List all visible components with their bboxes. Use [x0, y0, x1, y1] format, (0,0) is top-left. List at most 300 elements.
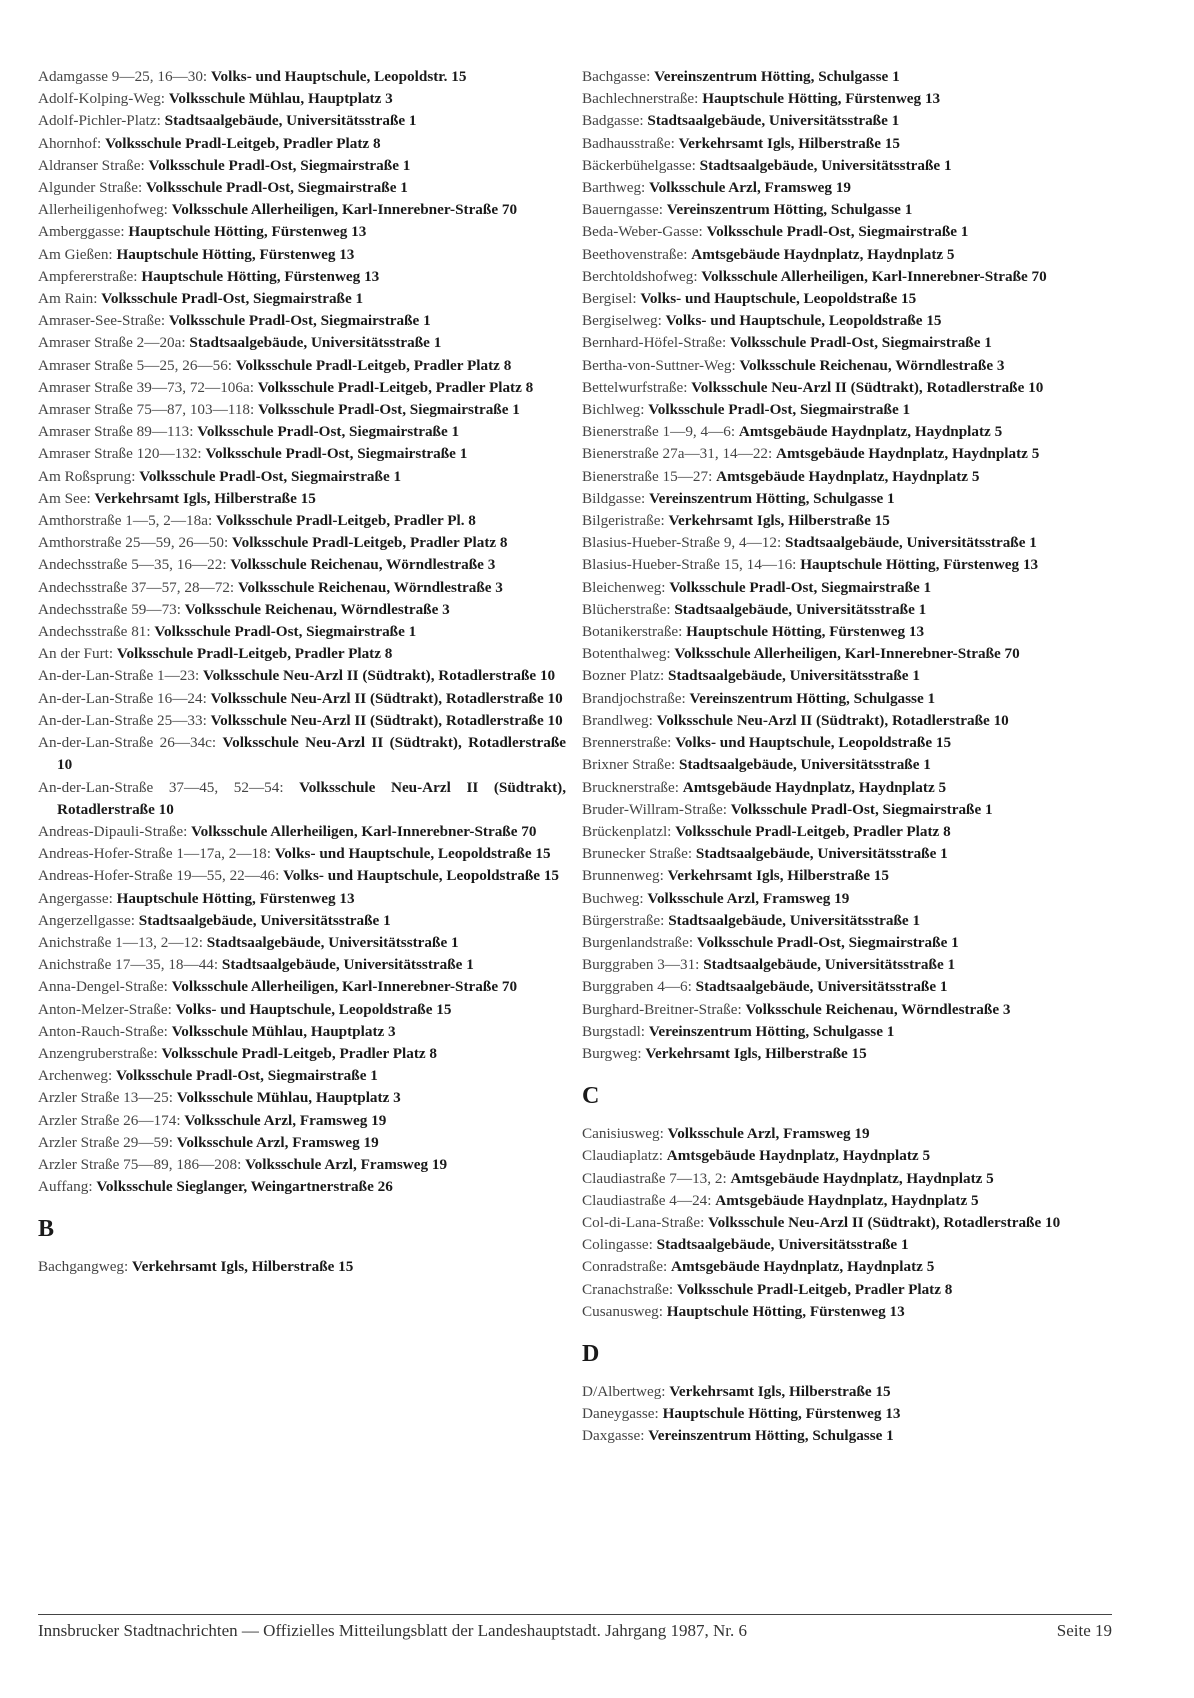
polling-place: Verkehrsamt Igls, Hilberstraße 15	[678, 134, 900, 152]
polling-place: Volksschule Pradl-Ost, Siegmairstraße 1	[258, 401, 520, 419]
street-entry	[582, 932, 1110, 954]
street-name: Brunecker Straße:	[582, 845, 693, 863]
street-entry	[38, 599, 566, 621]
polling-place: Volksschule Reichenau, Wörndlestraße 3	[230, 556, 496, 574]
street-name: Badhausstraße:	[582, 134, 675, 152]
street-entry	[38, 488, 566, 510]
street-entry	[582, 1212, 1110, 1234]
polling-place: Stadtsaalgebäude, Universitätsstraße 1	[656, 1236, 909, 1254]
polling-place: Volksschule Pradl-Ost, Siegmairstraße 1	[148, 156, 411, 174]
street-entry	[38, 355, 566, 377]
street-name: Bergiselweg:	[582, 312, 662, 330]
street-name: Buchweg:	[582, 889, 644, 907]
street-entry	[582, 488, 1110, 510]
street-name: Burgweg:	[582, 1044, 642, 1062]
street-entry	[582, 532, 1110, 554]
street-name: Bettelwurfstraße:	[582, 378, 688, 396]
street-entry	[582, 888, 1110, 910]
street-name: Barthweg:	[582, 179, 646, 197]
polling-place: Hauptschule Hötting, Fürstenweg 13	[666, 1302, 905, 1320]
street-name: Bergisel:	[582, 290, 637, 308]
street-name: Amraser Straße 75—87, 103—118:	[38, 401, 255, 419]
polling-place: Vereinszentrum Hötting, Schulgasse 1	[648, 1427, 894, 1445]
polling-place: Amtsgebäude Haydnplatz, Haydnplatz 5	[715, 1191, 979, 1209]
polling-place: Volksschule Neu-Arzl II (Südtrakt), Rotadlerstraße 10	[203, 667, 556, 685]
street-entry	[38, 732, 566, 776]
street-entry	[582, 821, 1110, 843]
polling-place: Volksschule Arzl, Framsweg 19	[184, 1111, 387, 1129]
street-name: Bachgangweg:	[38, 1258, 129, 1276]
street-name: Adolf-Kolping-Weg:	[38, 90, 166, 108]
polling-place: Volksschule Pradl-Leitgeb, Pradler Platz 8	[232, 534, 508, 552]
polling-place: Volksschule Neu-Arzl II (Südtrakt), Rotadlerstraße 10	[691, 378, 1044, 396]
polling-place: Volksschule Pradl-Leitgeb, Pradler Pl. 8	[216, 512, 476, 530]
street-name: Am See:	[38, 489, 91, 507]
polling-place: Volksschule Pradl-Ost, Siegmairstraße 1	[730, 800, 993, 818]
street-name: Blücherstraße:	[582, 600, 671, 618]
street-entry	[582, 732, 1110, 754]
polling-place: Stadtsaalgebäude, Universitätsstraße 1	[699, 156, 952, 174]
street-name: Amraser-See-Straße:	[38, 312, 166, 330]
street-name: Botenthalweg:	[582, 645, 671, 663]
polling-place: Volksschule Neu-Arzl II (Südtrakt), Rotadlerstraße 10	[57, 734, 567, 774]
street-entry	[38, 910, 566, 932]
street-name: Conradstraße:	[582, 1258, 668, 1276]
polling-place: Volksschule Pradl-Leitgeb, Pradler Platz 8	[676, 1280, 953, 1298]
street-entry	[582, 910, 1110, 932]
street-entry	[582, 621, 1110, 643]
street-entry	[582, 1279, 1110, 1301]
street-entry	[38, 643, 566, 665]
street-entry	[38, 1110, 566, 1132]
street-entry	[38, 688, 566, 710]
street-name: Bürgerstraße:	[582, 911, 665, 929]
street-name: Amraser Straße 120—132:	[38, 445, 202, 463]
street-entry	[582, 1021, 1110, 1043]
street-name: An-der-Lan-Straße 16—24:	[38, 689, 207, 707]
street-entry	[38, 1065, 566, 1087]
street-entry	[582, 865, 1110, 887]
street-entry	[38, 954, 566, 976]
polling-place: Volksschule Pradl-Ost, Siegmairstraße 1	[154, 623, 417, 641]
street-name: Adolf-Pichler-Platz:	[38, 112, 161, 130]
street-name: Bäckerbühelgasse:	[582, 156, 696, 174]
street-name: Anzengruberstraße:	[38, 1044, 158, 1062]
street-name: Blasius-Hueber-Straße 15, 14—16:	[582, 556, 797, 574]
polling-place: Volksschule Mühlau, Hauptplatz 3	[171, 1022, 396, 1040]
polling-place: Verkehrsamt Igls, Hilberstraße 15	[94, 489, 316, 507]
polling-place: Volksschule Arzl, Framsweg 19	[647, 889, 850, 907]
street-name: Amraser Straße 39—73, 72—106a:	[38, 378, 254, 396]
street-entry	[582, 133, 1110, 155]
street-name: Aldranser Straße:	[38, 156, 145, 174]
street-entry	[582, 554, 1110, 576]
street-entry	[38, 532, 566, 554]
polling-place: Volksschule Allerheiligen, Karl-Innerebner-Straße 70	[701, 267, 1047, 285]
street-name: An der Furt:	[38, 645, 114, 663]
street-name: Anichstraße 1—13, 2—12:	[38, 933, 203, 951]
street-name: Bildgasse:	[582, 489, 646, 507]
polling-place: Volksschule Pradl-Leitgeb, Pradler Platz 8	[235, 356, 512, 374]
street-name: Amraser Straße 89—113:	[38, 423, 194, 441]
street-entry	[582, 443, 1110, 465]
street-entry	[582, 1256, 1110, 1278]
street-entry	[38, 155, 566, 177]
polling-place: Stadtsaalgebäude, Universitätsstraße 1	[221, 956, 474, 974]
street-name: Andreas-Hofer-Straße 19—55, 22—46:	[38, 867, 280, 885]
street-name: Angerzellgasse:	[38, 911, 135, 929]
street-entry	[582, 976, 1110, 998]
polling-place: Volksschule Mühlau, Hauptplatz 3	[176, 1089, 401, 1107]
street-name: An-der-Lan-Straße 26—34c:	[38, 734, 217, 752]
polling-place: Vereinszentrum Hötting, Schulgasse 1	[689, 689, 936, 707]
polling-place: Stadtsaalgebäude, Universitätsstraße 1	[668, 911, 921, 929]
street-entry	[38, 66, 566, 88]
street-entry	[38, 266, 566, 288]
polling-place: Vereinszentrum Hötting, Schulgasse 1	[649, 489, 895, 507]
polling-place: Stadtsaalgebäude, Universitätsstraße 1	[674, 600, 927, 618]
street-entry	[582, 1381, 1110, 1403]
street-entry	[38, 976, 566, 998]
street-name: Brückenplatzl:	[582, 822, 672, 840]
polling-place: Stadtsaalgebäude, Universitätsstraße 1	[668, 667, 920, 685]
street-entry	[38, 310, 566, 332]
street-name: Andreas-Hofer-Straße 1—17a, 2—18:	[38, 845, 271, 863]
street-entry	[38, 1132, 566, 1154]
polling-place: Volksschule Pradl-Ost, Siegmairstraße 1	[696, 933, 959, 951]
street-entry	[582, 221, 1110, 243]
street-name: Ampfererstraße:	[38, 267, 138, 285]
street-name: Brixner Straße:	[582, 756, 676, 774]
polling-place: Volksschule Arzl, Framsweg 19	[649, 179, 851, 197]
street-entry	[38, 843, 566, 865]
street-name: Allerheiligenhofweg:	[38, 201, 168, 219]
street-entry	[38, 777, 566, 821]
street-entry	[38, 110, 566, 132]
polling-place: Hauptschule Hötting, Fürstenweg 13	[702, 90, 941, 108]
polling-place: Volksschule Neu-Arzl II (Südtrakt), Rotadlerstraße 10	[210, 689, 563, 707]
polling-place: Volks- und Hauptschule, Leopoldstraße 15	[283, 867, 560, 885]
polling-place: Volks- und Hauptschule, Leopoldstr. 15	[210, 68, 467, 85]
polling-place: Verkehrsamt Igls, Hilberstraße 15	[645, 1044, 867, 1062]
street-entry	[38, 665, 566, 687]
street-name: Claudiastraße 4—24:	[582, 1191, 712, 1209]
street-entry	[38, 1176, 566, 1198]
street-name: Cusanusweg:	[582, 1302, 663, 1320]
street-entry	[38, 466, 566, 488]
street-name: Amthorstraße 1—5, 2—18a:	[38, 512, 213, 530]
street-name: Bachlechnerstraße:	[582, 90, 699, 108]
street-entry	[582, 332, 1110, 354]
section-letter-heading: D	[582, 1340, 600, 1367]
polling-place: Verkehrsamt Igls, Hilberstraße 15	[667, 867, 889, 885]
polling-place: Volksschule Neu-Arzl II (Südtrakt), Rotadlerstraße 10	[708, 1213, 1061, 1231]
street-entry	[582, 377, 1110, 399]
street-entry	[38, 710, 566, 732]
footer-publication: Innsbrucker Stadtnachrichten — Offizielles Mitteilungsblatt der Landeshauptstadt. Jahrgang 1987, Nr. 6	[38, 1621, 747, 1640]
street-entry	[38, 888, 566, 910]
street-entry	[582, 1190, 1110, 1212]
street-name: Bienerstraße 1—9, 4—6:	[582, 423, 736, 441]
street-entry	[582, 66, 1110, 88]
street-name: Bruder-Willram-Straße:	[582, 800, 727, 818]
street-entry	[582, 643, 1110, 665]
street-entry	[38, 177, 566, 199]
street-name: Bachgasse:	[582, 68, 651, 85]
street-name: Andechsstraße 37—57, 28—72:	[38, 578, 235, 596]
polling-place: Verkehrsamt Igls, Hilberstraße 15	[668, 512, 890, 530]
polling-place: Volksschule Allerheiligen, Karl-Innerebner-Straße 70	[171, 201, 518, 219]
street-entry	[38, 399, 566, 421]
polling-place: Volksschule Pradl-Ost, Siegmairstraße 1	[197, 423, 460, 441]
street-name: Bleichenweg:	[582, 578, 666, 596]
street-entry	[38, 133, 566, 155]
street-name: An-der-Lan-Straße 25—33:	[38, 711, 207, 729]
polling-place: Volksschule Pradl-Leitgeb, Pradler Platz 8	[675, 822, 951, 840]
polling-place: Volksschule Allerheiligen, Karl-Innerebner-Straße 70	[191, 822, 537, 840]
polling-place: Volksschule Neu-Arzl II (Südtrakt), Rotadlerstraße 10	[656, 711, 1009, 729]
polling-place: Volks- und Hauptschule, Leopoldstraße 15	[675, 734, 952, 752]
street-entry	[38, 932, 566, 954]
street-entry	[38, 443, 566, 465]
street-name: Burggraben 4—6:	[582, 978, 692, 996]
street-entry	[38, 1087, 566, 1109]
section-letter-heading: C	[582, 1083, 600, 1110]
polling-place: Volksschule Pradl-Leitgeb, Pradler Platz 8	[105, 134, 381, 152]
polling-place: Volksschule Pradl-Ost, Siegmairstraße 1	[205, 445, 468, 463]
street-name: Algunder Straße:	[38, 179, 143, 197]
street-name: Arzler Straße 13—25:	[38, 1089, 173, 1107]
polling-place: Volksschule Pradl-Ost, Siegmairstraße 1	[168, 312, 431, 330]
street-entry	[38, 421, 566, 443]
polling-place: Hauptschule Hötting, Fürstenweg 13	[116, 889, 355, 907]
street-name: Andreas-Dipauli-Straße:	[38, 822, 188, 840]
polling-place: Volksschule Pradl-Ost, Siegmairstraße 1	[145, 179, 408, 197]
street-entry	[582, 1234, 1110, 1256]
street-entry	[582, 110, 1110, 132]
polling-place: Volksschule Pradl-Ost, Siegmairstraße 1	[648, 401, 911, 419]
street-entry	[582, 799, 1110, 821]
street-entry	[38, 1021, 566, 1043]
street-name: Archenweg:	[38, 1067, 113, 1085]
polling-place: Volksschule Mühlau, Hauptplatz 3	[168, 90, 393, 108]
street-entry	[582, 1123, 1110, 1145]
street-entry	[38, 221, 566, 243]
street-entry	[38, 999, 566, 1021]
street-entry	[582, 777, 1110, 799]
polling-place: Volksschule Neu-Arzl II (Südtrakt), Rotadlerstraße 10	[210, 711, 563, 729]
polling-place: Stadtsaalgebäude, Universitätsstraße 1	[138, 911, 391, 929]
polling-place: Volks- und Hauptschule, Leopoldstraße 15	[665, 312, 942, 330]
polling-place: Volksschule Neu-Arzl II (Südtrakt), Rotadlerstraße 10	[57, 778, 566, 818]
street-name: Arzler Straße 26—174:	[38, 1111, 181, 1129]
polling-place: Verkehrsamt Igls, Hilberstraße 15	[132, 1258, 354, 1276]
street-name: Bernhard-Höfel-Straße:	[582, 334, 727, 352]
street-name: Angergasse:	[38, 889, 113, 907]
street-entry	[582, 1168, 1110, 1190]
street-name: Col-di-Lana-Straße:	[582, 1213, 705, 1231]
street-name: Brunnenweg:	[582, 867, 664, 885]
street-name: D/Albertweg:	[582, 1382, 666, 1400]
street-entry	[582, 244, 1110, 266]
polling-place: Vereinszentrum Hötting, Schulgasse 1	[654, 68, 900, 85]
polling-place: Hauptschule Hötting, Fürstenweg 13	[141, 267, 380, 285]
polling-place: Volksschule Arzl, Framsweg 19	[245, 1155, 448, 1173]
street-entry	[582, 199, 1110, 221]
street-entry	[582, 1043, 1110, 1065]
polling-place: Volksschule Allerheiligen, Karl-Innerebner-Straße 70	[674, 645, 1020, 663]
footer-page-number: Seite 19	[1056, 1621, 1112, 1640]
street-entry	[38, 199, 566, 221]
street-name: Bozner Platz:	[582, 667, 665, 685]
street-name: Daneygasse:	[582, 1405, 659, 1423]
street-entry	[582, 1425, 1110, 1447]
polling-place: Volksschule Pradl-Ost, Siegmairstraße 1	[139, 467, 402, 485]
street-name: Brandlweg:	[582, 711, 653, 729]
polling-place: Amtsgebäude Haydnplatz, Haydnplatz 5	[716, 467, 980, 485]
street-entry	[582, 999, 1110, 1021]
street-entry	[38, 510, 566, 532]
polling-place: Volks- und Hauptschule, Leopoldstraße 15	[640, 290, 917, 308]
polling-place: Stadtsaalgebäude, Universitätsstraße 1	[647, 112, 900, 130]
polling-place: Stadtsaalgebäude, Universitätsstraße 1	[703, 956, 956, 974]
street-name: Anton-Rauch-Straße:	[38, 1022, 168, 1040]
polling-place: Stadtsaalgebäude, Universitätsstraße 1	[695, 978, 948, 996]
street-entry	[582, 843, 1110, 865]
polling-place: Hauptschule Hötting, Fürstenweg 13	[800, 556, 1039, 574]
polling-place: Volks- und Hauptschule, Leopoldstraße 15	[175, 1000, 452, 1018]
right-column	[582, 66, 1110, 1448]
street-entry	[582, 688, 1110, 710]
street-name: Amberggasse:	[38, 223, 125, 241]
polling-place: Hauptschule Hötting, Fürstenweg 13	[116, 245, 355, 263]
street-name: Burgstadl:	[582, 1022, 646, 1040]
street-entry	[582, 310, 1110, 332]
street-entry	[582, 266, 1110, 288]
page-footer	[38, 1614, 1112, 1641]
polling-place: Volks- und Hauptschule, Leopoldstraße 15	[274, 845, 551, 863]
street-name: Amraser Straße 2—20a:	[38, 334, 186, 352]
polling-place: Volksschule Reichenau, Wörndlestraße 3	[184, 600, 450, 618]
street-name: Amthorstraße 25—59, 26—50:	[38, 534, 229, 552]
street-name: Burgenlandstraße:	[582, 933, 694, 951]
polling-place: Volksschule Reichenau, Wörndlestraße 3	[745, 1000, 1011, 1018]
street-name: Brandjochstraße:	[582, 689, 686, 707]
street-name: Bichlweg:	[582, 401, 645, 419]
street-entry	[582, 665, 1110, 687]
street-entry	[582, 954, 1110, 976]
street-name: Arzler Straße 29—59:	[38, 1133, 173, 1151]
street-name: Bauerngasse:	[582, 201, 663, 219]
street-name: Andechsstraße 5—35, 16—22:	[38, 556, 227, 574]
polling-place: Amtsgebäude Haydnplatz, Haydnplatz 5	[738, 423, 1003, 441]
street-entry	[38, 88, 566, 110]
street-name: Brennerstraße:	[582, 734, 672, 752]
polling-place: Vereinszentrum Hötting, Schulgasse 1	[648, 1022, 895, 1040]
street-entry	[38, 377, 566, 399]
street-entry	[582, 577, 1110, 599]
street-entry	[38, 288, 566, 310]
street-entry	[582, 155, 1110, 177]
street-entry	[38, 621, 566, 643]
polling-place: Hauptschule Hötting, Fürstenweg 13	[662, 1405, 901, 1423]
street-name: Claudiastraße 7—13, 2:	[582, 1169, 727, 1187]
polling-place: Amtsgebäude Haydnplatz, Haydnplatz 5	[666, 1147, 931, 1165]
polling-place: Stadtsaalgebäude, Universitätsstraße 1	[695, 845, 948, 863]
polling-place: Stadtsaalgebäude, Universitätsstraße 1	[164, 112, 417, 130]
polling-place: Stadtsaalgebäude, Universitätsstraße 1	[206, 933, 459, 951]
polling-place: Volksschule Pradl-Ost, Siegmairstraße 1	[706, 223, 969, 241]
street-entry	[38, 1043, 566, 1065]
street-name: Adamgasse 9—25, 16—30:	[38, 68, 208, 85]
polling-place: Stadtsaalgebäude, Universitätsstraße 1	[189, 334, 442, 352]
polling-place: Volksschule Pradl-Ost, Siegmairstraße 1	[730, 334, 992, 352]
polling-place: Amtsgebäude Haydnplatz, Haydnplatz 5	[671, 1258, 935, 1276]
street-name: Daxgasse:	[582, 1427, 645, 1445]
polling-place: Hauptschule Hötting, Fürstenweg 13	[128, 223, 367, 241]
polling-place: Amtsgebäude Haydnplatz, Haydnplatz 5	[682, 778, 947, 796]
street-name: Badgasse:	[582, 112, 644, 130]
street-entry	[582, 355, 1110, 377]
street-entry	[582, 177, 1110, 199]
polling-place: Amtsgebäude Haydnplatz, Haydnplatz 5	[776, 445, 1040, 463]
polling-place: Verkehrsamt Igls, Hilberstraße 15	[669, 1382, 891, 1400]
street-entry	[582, 466, 1110, 488]
street-name: Anna-Dengel-Straße:	[38, 978, 168, 996]
polling-place: Volksschule Pradl-Ost, Siegmairstraße 1	[101, 290, 364, 308]
street-name: Cranachstraße:	[582, 1280, 674, 1298]
street-entry	[38, 244, 566, 266]
street-name: Andechsstraße 59—73:	[38, 600, 181, 618]
street-name: Am Gießen:	[38, 245, 113, 263]
street-name: An-der-Lan-Straße 37—45, 52—54:	[38, 778, 284, 796]
street-name: Am Roßsprung:	[38, 467, 136, 485]
street-entry	[582, 421, 1110, 443]
street-entry	[582, 88, 1110, 110]
street-entry	[582, 710, 1110, 732]
street-name: Brucknerstraße:	[582, 778, 679, 796]
street-name: Bienerstraße 27a—31, 14—22:	[582, 445, 773, 463]
street-name: Blasius-Hueber-Straße 9, 4—12:	[582, 534, 782, 552]
polling-place: Volksschule Pradl-Leitgeb, Pradler Platz 8	[116, 645, 393, 663]
street-entry	[38, 332, 566, 354]
street-name: Claudiaplatz:	[582, 1147, 663, 1165]
street-name: Colingasse:	[582, 1236, 653, 1254]
polling-place: Stadtsaalgebäude, Universitätsstraße 1	[679, 756, 931, 774]
street-entry	[582, 599, 1110, 621]
polling-place: Volksschule Allerheiligen, Karl-Innerebner-Straße 70	[171, 978, 518, 996]
street-name: Ahornhof:	[38, 134, 102, 152]
polling-place: Volksschule Pradl-Leitgeb, Pradler Platz 8	[257, 378, 534, 396]
polling-place: Volksschule Arzl, Framsweg 19	[667, 1125, 870, 1143]
polling-place: Vereinszentrum Hötting, Schulgasse 1	[666, 201, 913, 219]
street-name: Am Rain:	[38, 290, 98, 308]
street-name: Berchtoldshofweg:	[582, 267, 698, 285]
street-name: Andechsstraße 81:	[38, 623, 151, 641]
street-name: Arzler Straße 75—89, 186—208:	[38, 1155, 242, 1173]
polling-place: Stadtsaalgebäude, Universitätsstraße 1	[785, 534, 1037, 552]
street-entry	[582, 399, 1110, 421]
polling-place: Amtsgebäude Haydnplatz, Haydnplatz 5	[691, 245, 955, 263]
street-name: Anton-Melzer-Straße:	[38, 1000, 172, 1018]
street-entry	[38, 1256, 566, 1278]
street-name: An-der-Lan-Straße 1—23:	[38, 667, 200, 685]
street-name: Amraser Straße 5—25, 26—56:	[38, 356, 233, 374]
street-entry	[38, 865, 566, 887]
street-entry	[582, 288, 1110, 310]
street-name: Burggraben 3—31:	[582, 956, 700, 974]
street-entry	[582, 510, 1110, 532]
